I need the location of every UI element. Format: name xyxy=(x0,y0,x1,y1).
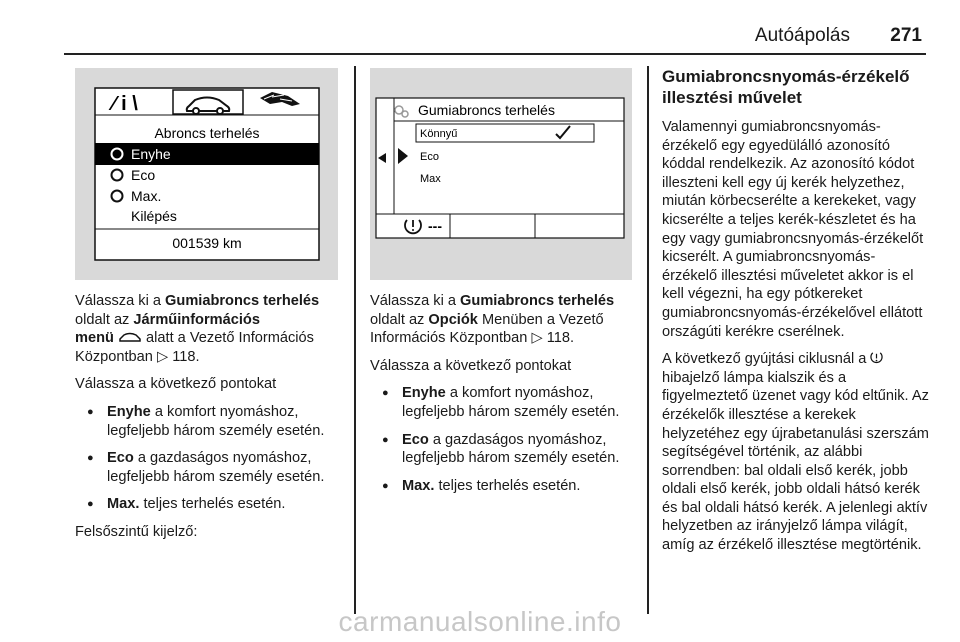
paragraph: Válassza a következő pontokat xyxy=(370,357,572,374)
odometer: 001539 km xyxy=(172,235,242,251)
bullet-list xyxy=(75,403,347,514)
option-max: Max xyxy=(420,173,441,185)
reference-arrow-icon: ▷ xyxy=(531,330,543,347)
option-exit: Kilépés xyxy=(131,208,177,224)
paragraph: Válassza a következő pontokat xyxy=(75,376,277,393)
car-icon xyxy=(118,331,142,343)
paragraph: Válassza ki a Gumiabroncs terhelés oldalt az Járműinformációs menü alatt a Vezető Információs Központban ▷ 118. xyxy=(75,293,320,365)
reference-arrow-icon: ▷ xyxy=(156,348,169,365)
footer-watermark: carmanualsonline.info xyxy=(338,606,622,637)
info-tab-icon xyxy=(108,93,138,115)
status-value: --- xyxy=(428,218,442,234)
option-eco: Eco xyxy=(420,151,439,163)
column-divider xyxy=(647,66,649,614)
info-tab-label: ⁄ i \ xyxy=(112,93,138,115)
paragraph: A következő gyújtási ciklusnál a hibajelző lámpa kialszik és a figyelmeztető üzenet vagy kód eltűnik. Az érzékelők illesztése a kerekek helyzetéhez egy újrabetanulási szerszám segítségével történik, az alábbi sorrendben: bal oldali első kerék, jobb oldali első kerék, jobb oldali hátsó kerék és bal oldali hátsó kerék. A jelenlegi aktív helyzetben az irányjelző lámpa világít, amíg az érzékelő illesztése megtörténik. xyxy=(662,351,929,554)
list-item: ● Max. teljes terhelés esetén. xyxy=(75,495,347,514)
tyre-pressure-warning-icon xyxy=(870,351,883,364)
display-screenshot-basic xyxy=(75,68,338,280)
paragraph: Válassza ki a Gumiabroncs terhelés oldalt az Opciók Menüben a Vezető Információs Központban ▷ 118. xyxy=(370,293,615,347)
column-3 xyxy=(662,66,930,564)
display-screenshot-uplevel xyxy=(370,68,632,280)
paragraph: Valamennyi gumiabroncsnyomás-érzékelő egy egyedülálló azonosító kóddal rendelkezik. Az azonosító kódot illeszteni kell egy új kerék helyzethez, miután körbecserélte a kerekeket, vagy kicserélte a teljes kerék-készletet és ha egy vagy gumiabroncsnyomás-érzékelőt kicserélt. A gumiabroncsnyomás-érzékelő illesztési műveletet akkor is el kell végezni, ha egy pótkereket gumiabroncsnyomás-érzékelővel ellátott országúti kerékre cserélnek. xyxy=(662,119,924,340)
list-item: ● Eco a gazdaságos nyomáshoz, legfeljebb három személy esetén. xyxy=(75,449,347,486)
paragraph: Felsőszintű kijelző: xyxy=(75,523,198,540)
option-max: Max. xyxy=(131,188,162,204)
figure-display-basic xyxy=(75,68,338,280)
selected-row-highlight xyxy=(95,143,319,165)
page-header xyxy=(0,25,960,55)
screen-title: Gumiabroncs terhelés xyxy=(418,102,555,118)
bullet-list xyxy=(370,384,638,495)
option-eco: Eco xyxy=(131,167,156,183)
list-item: ● Eco a gazdaságos nyomáshoz, legfeljebb három személy esetén. xyxy=(370,431,638,468)
column-1 xyxy=(75,292,347,551)
page-number: 271 xyxy=(890,25,922,46)
option-enyhe: Enyhe xyxy=(131,146,171,162)
menu-title: Abroncs terhelés xyxy=(154,125,260,141)
list-item: ● Enyhe a komfort nyomáshoz, legfeljebb három személy esetén. xyxy=(75,403,347,440)
section-heading: Gumiabroncsnyomás-érzékelő illesztési művelet xyxy=(662,67,910,107)
header-rule xyxy=(64,53,926,55)
column-2 xyxy=(370,292,638,504)
list-item: ● Max. teljes terhelés esetén. xyxy=(370,477,638,496)
list-item: ● Enyhe a komfort nyomáshoz, legfeljebb három személy esetén. xyxy=(370,384,638,421)
column-divider xyxy=(354,66,356,614)
figure-display-uplevel xyxy=(370,68,632,280)
option-konnyu: Könnyű xyxy=(420,128,458,140)
section-title: Autóápolás xyxy=(754,25,850,46)
